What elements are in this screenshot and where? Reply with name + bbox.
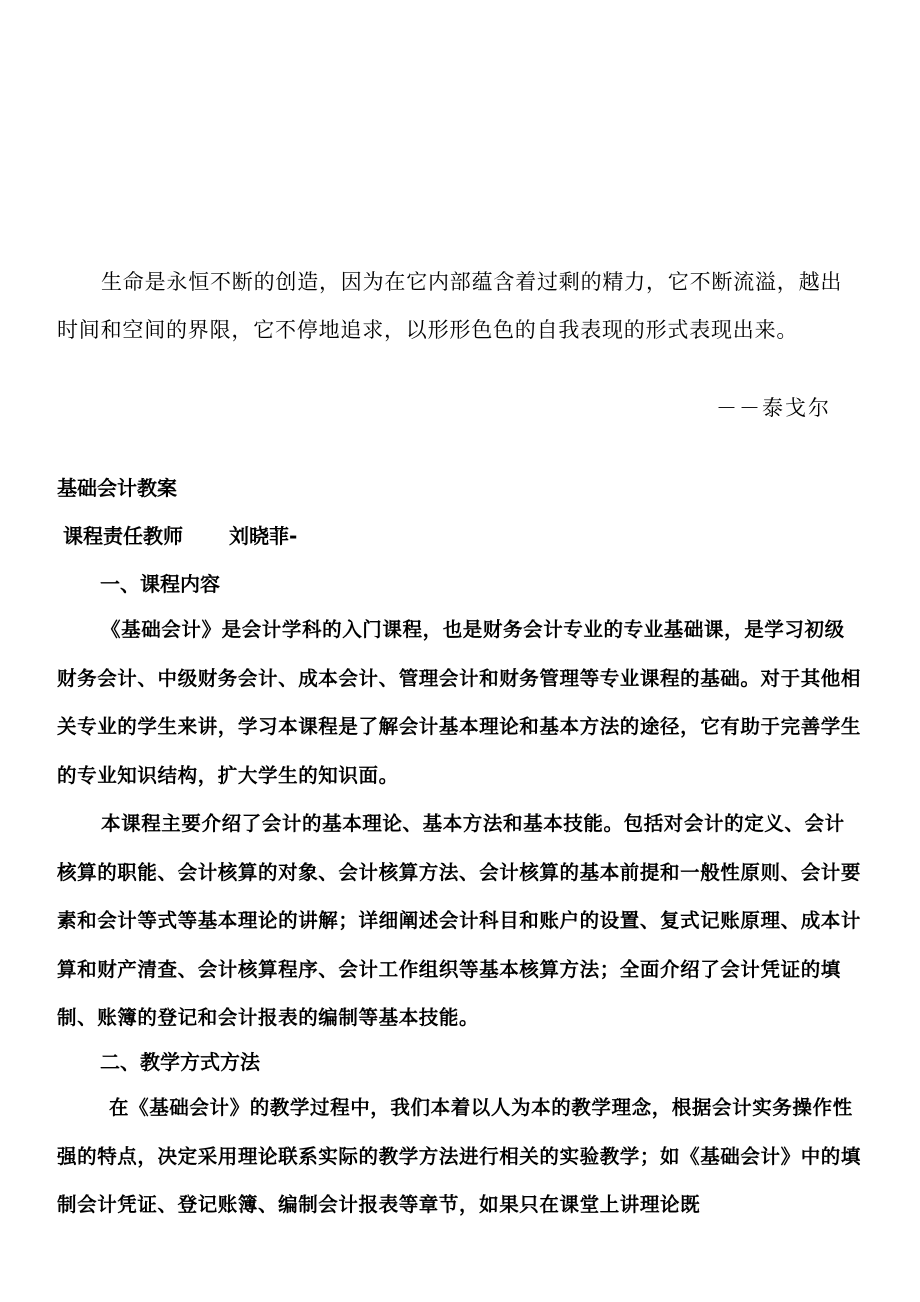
document-title: 基础会计教案 [57,476,177,500]
paragraph-teaching-methods: 在《基础会计》的教学过程中，我们本着以人为本的教学理念，根据会计实务操作性强的特点，决定采用理论联系实际的教学方法进行相关的实验教学；如《基础会计》中的填制会计凭证、登记账簿、编制会计报表等章节，如果只在课堂上讲理论既 [57,1096,862,1216]
epigraph-quote: 生命是永恒不断的创造，因为在它内部蕴含着过剩的精力，它不断流溢，越出时间和空间的界限，它不停地追求，以形形色色的自我表现的形式表现出来。 [57,270,843,342]
section-heading-teaching-methods: 二、教学方式方法 [100,1050,260,1074]
teacher-line [63,520,297,549]
paragraph-course-intro: 《基础会计》是会计学科的入门课程，也是财务会计专业的专业基础课，是学习初级财务会计、中级财务会计、成本会计、管理会计和财务管理等专业课程的基础。对于其他相关专业的学生来讲，学习本课程是了解会计基本理论和基本方法的途径，它有助于完善学生的专业知识结构，扩大学生的知识面。 [57,618,862,787]
teacher-name: 刘晓菲- [229,524,298,548]
section-heading-course-content: 一、课程内容 [100,572,220,596]
paragraph-course-summary: 本课程主要介绍了会计的基本理论、基本方法和基本技能。包括对会计的定义、会计核算的职能、会计核算的对象、会计核算方法、会计核算的基本前提和一般性原则、会计要素和会计等式等基本理论的讲解；详细阐述会计科目和账户的设置、复式记账原理、成本计算和财产清查、会计核算程序、会计工作组织等基本核算方法；全面介绍了会计凭证的填制、账簿的登记和会计报表的编制等基本技能。 [57,812,862,1029]
epigraph-attribution: －－泰戈尔 [716,396,831,420]
teacher-label: 课程责任教师 [63,524,183,548]
